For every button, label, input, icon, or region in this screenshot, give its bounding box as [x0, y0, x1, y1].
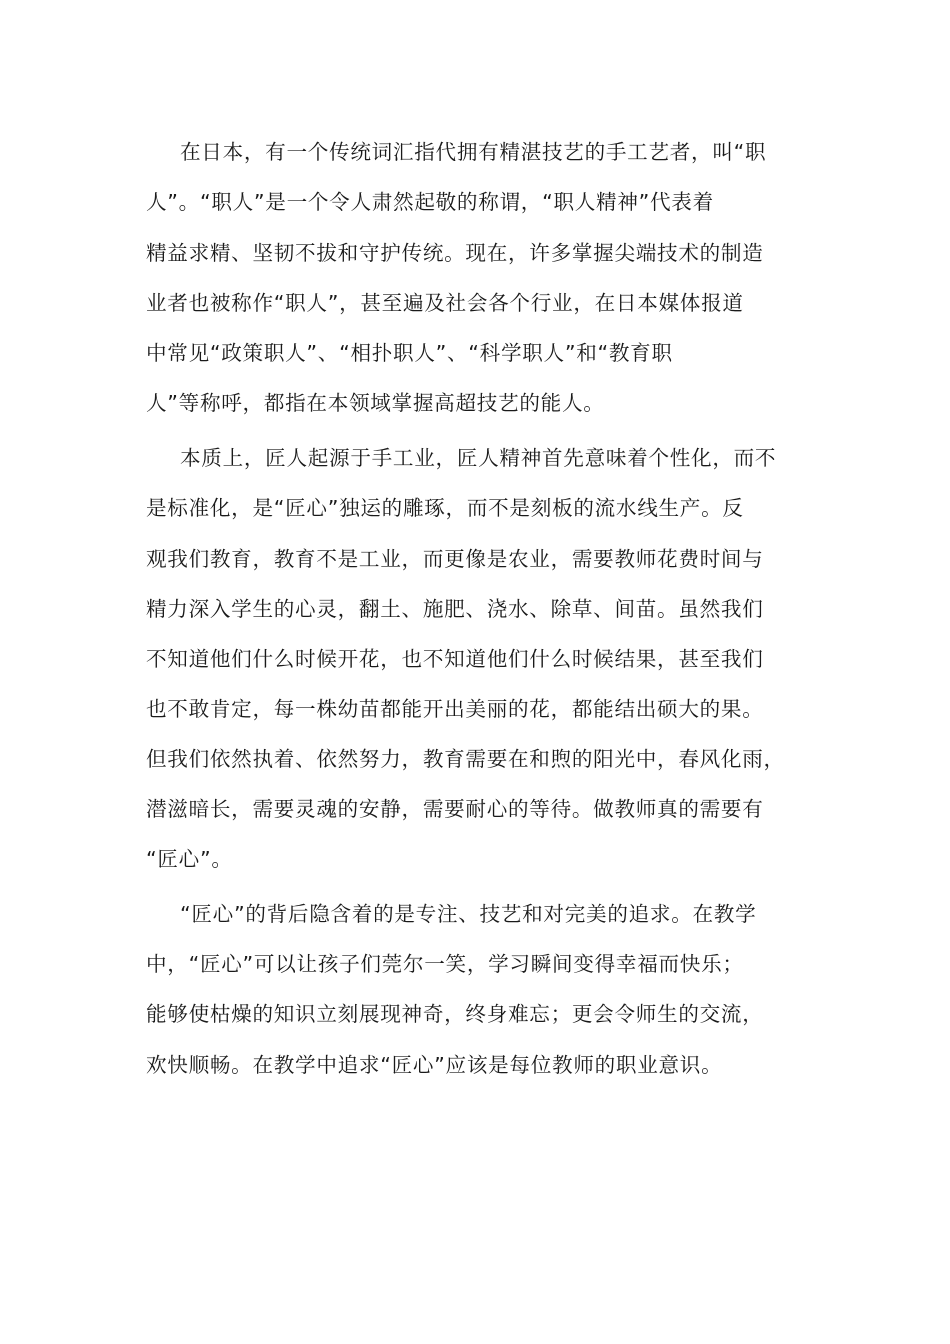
text-line: 精益求精、坚韧不拔和守护传统。现在，许多掌握尖端技术的制造: [146, 241, 764, 265]
text-line: “匠心”的背后隐含着的是专注、技艺和对完美的追求。在教学: [180, 902, 757, 926]
text-line: 在日本，有一个传统词汇指代拥有精湛技艺的手工艺者，叫“职: [180, 140, 767, 164]
text-line: 能够使枯燥的知识立刻展现神奇，终身难忘；更会令师生的交流，: [146, 1002, 764, 1026]
text-line: 不知道他们什么时候开花，也不知道他们什么时候结果，甚至我们: [146, 647, 764, 671]
text-line: 但我们依然执着、依然努力，教育需要在和煦的阳光中，春风化雨，: [146, 747, 785, 771]
text-line: 业者也被称作“职人”，甚至遍及社会各个行业，在日本媒体报道: [146, 291, 744, 315]
text-line: 人”等称呼，都指在本领域掌握高超技艺的能人。: [146, 391, 605, 415]
text-line: 人”。“职人”是一个令人肃然起敬的称谓，“职人精神”代表着: [146, 190, 714, 214]
text-line: 本质上，匠人起源于手工业，匠人精神首先意味着个性化，而不: [180, 446, 777, 470]
text-line: 也不敢肯定，每一株幼苗都能开出美丽的花，都能结出硕大的果。: [146, 697, 764, 721]
text-line: 欢快顺畅。在教学中追求“匠心”应该是每位教师的职业意识。: [146, 1053, 723, 1077]
text-line: 观我们教育，教育不是工业，而更像是农业，需要教师花费时间与: [146, 547, 764, 571]
text-line: “匠心”。: [146, 847, 233, 871]
text-line: 精力深入学生的心灵，翻土、施肥、浇水、除草、间苗。虽然我们: [146, 597, 764, 621]
text-line: 潜滋暗长，需要灵魂的安静，需要耐心的等待。做教师真的需要有: [146, 797, 764, 821]
text-line: 中，“匠心”可以让孩子们莞尔一笑，学习瞬间变得幸福而快乐；: [146, 952, 744, 976]
text-line: 中常见“政策职人”、“相扑职人”、“科学职人”和“教育职: [146, 341, 673, 365]
text-line: 是标准化，是“匠心”独运的雕琢，而不是刻板的流水线生产。反: [146, 496, 744, 520]
